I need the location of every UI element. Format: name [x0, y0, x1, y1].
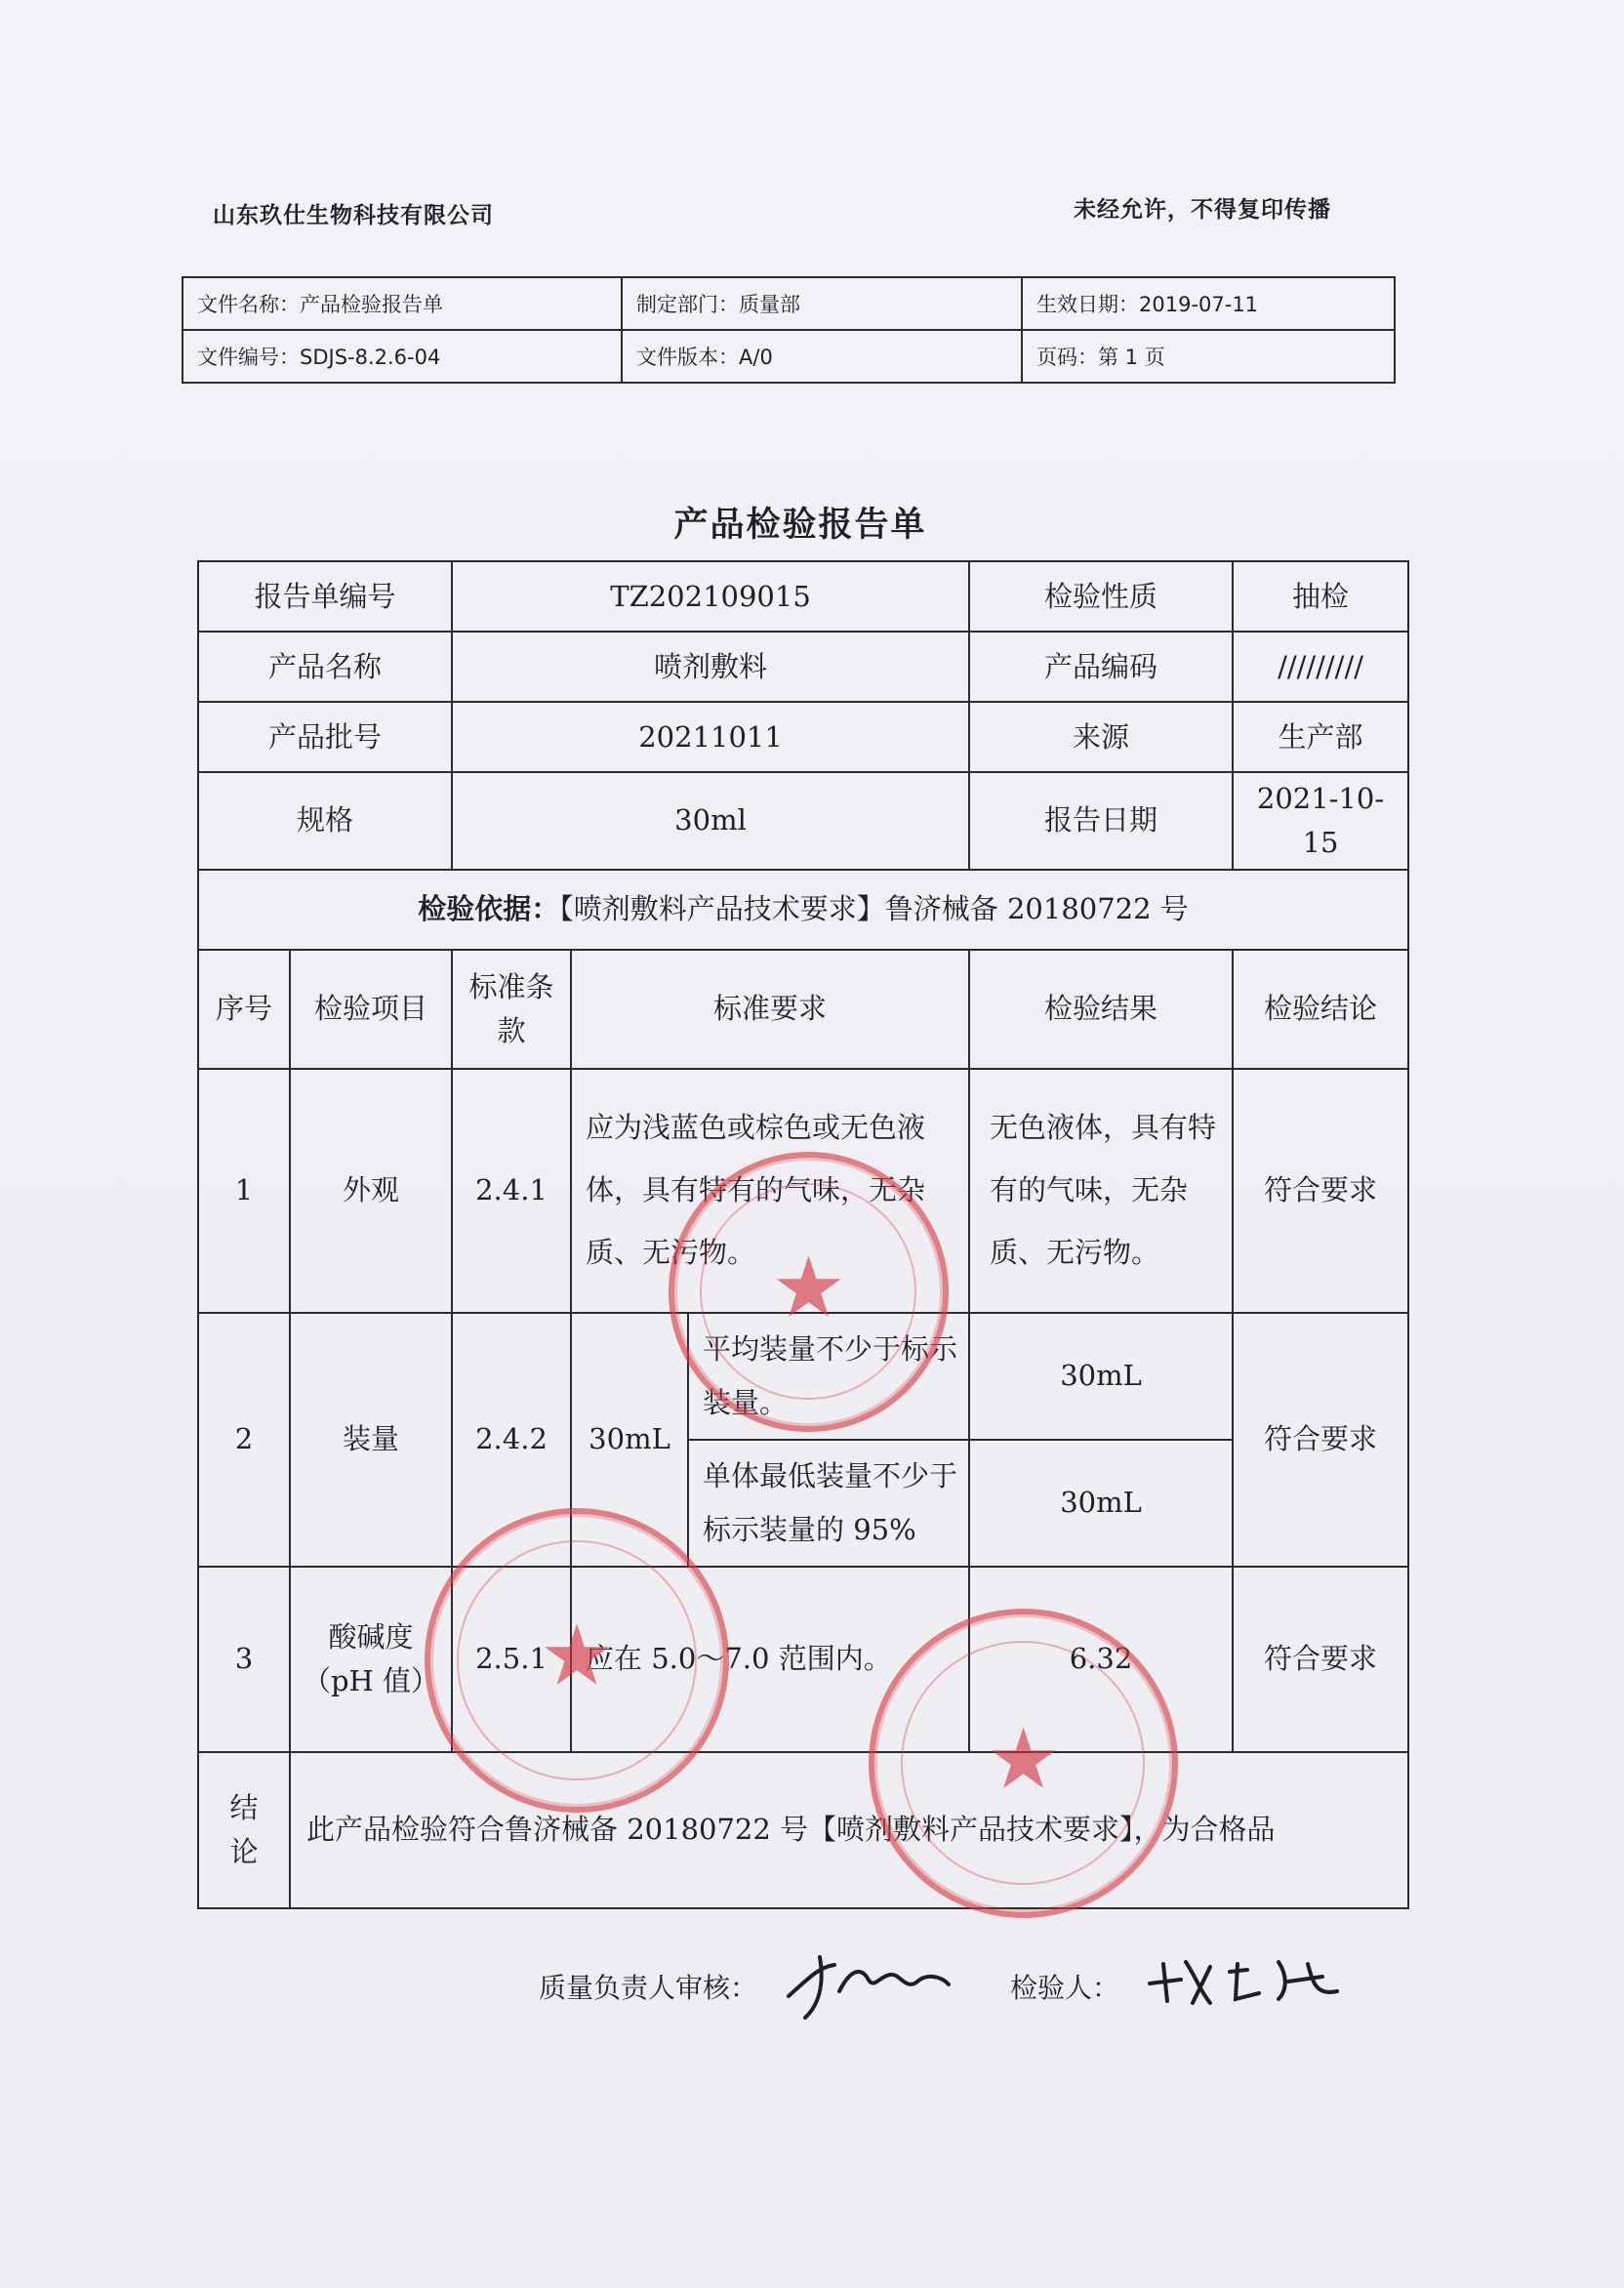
row1-item: 外观 [290, 1069, 452, 1313]
report-title: 产品检验报告单 [673, 506, 927, 545]
col-seq: 序号 [198, 950, 290, 1069]
inspection-basis [198, 870, 1408, 950]
doc-effective-date: 生效日期：2019-07-11 [1022, 277, 1395, 330]
row2-result-a: 30mL [969, 1313, 1233, 1440]
row1-conclusion: 符合要求 [1233, 1069, 1408, 1313]
row2-requirement-a: 平均装量不少于标示装量。 [688, 1313, 969, 1440]
row1-requirement: 应为浅蓝色或棕色或无色液体，具有特有的气味，无杂质、无污物。 [571, 1069, 969, 1313]
conclusion-text: 此产品检验符合鲁济械备 20180722 号【喷剂敷料产品技术要求】，为合格品 [290, 1752, 1408, 1908]
source-value: 生产部 [1233, 702, 1408, 772]
doc-page-number: 页码：第 1 页 [1022, 330, 1395, 383]
nature-value: 抽检 [1233, 561, 1408, 632]
batch-label: 产品批号 [198, 702, 452, 772]
row3-seq: 3 [198, 1567, 290, 1752]
basis-label: 检验依据： [418, 892, 560, 926]
document-control-table [182, 276, 1396, 384]
col-item: 检验项目 [290, 950, 452, 1069]
stamp-right-seal [869, 1609, 1178, 1918]
stamp-top-seal [669, 1152, 949, 1432]
stamp-star-icon: ★ [770, 1239, 847, 1337]
row1-clause: 2.4.1 [452, 1069, 571, 1313]
row2-item: 装量 [290, 1313, 452, 1567]
batch-value: 20211011 [452, 702, 969, 772]
conclusion-label: 结论 [198, 1752, 290, 1908]
inspector-label: 检验人： [1010, 1972, 1120, 2004]
row2-requirement-b: 单体最低装量不少于标示装量的 95% [688, 1440, 969, 1567]
copy-notice: 未经允许，不得复印传播 [1074, 197, 1331, 223]
company-name: 山东玖仕生物科技有限公司 [213, 203, 494, 228]
col-clause: 标准条款 [452, 950, 571, 1069]
product-code-value: ///////// [1233, 632, 1408, 702]
doc-file-number: 文件编号：SDJS-8.2.6-04 [183, 330, 622, 383]
row3-clause: 2.5.1 [452, 1567, 571, 1752]
col-result: 检验结果 [969, 950, 1233, 1069]
row2-spec: 30mL [571, 1313, 688, 1567]
product-name-value: 喷剂敷料 [452, 632, 969, 702]
nature-label: 检验性质 [969, 561, 1233, 632]
row2-conclusion: 符合要求 [1233, 1313, 1408, 1567]
product-code-label: 产品编码 [969, 632, 1233, 702]
table-row [198, 1567, 1408, 1752]
report-no-label: 报告单编号 [198, 561, 452, 632]
row2-result-b: 30mL [969, 1440, 1233, 1567]
row1-seq: 1 [198, 1069, 290, 1313]
reviewer-signature [781, 1938, 961, 2025]
spec-label: 规格 [198, 772, 452, 870]
row2-seq: 2 [198, 1313, 290, 1567]
report-date-value: 2021-10-15 [1233, 772, 1408, 870]
report-no-value: TZ202109015 [452, 561, 969, 632]
row1-result: 无色液体，具有特有的气味，无杂质、无污物。 [969, 1069, 1233, 1313]
col-conclusion: 检验结论 [1233, 950, 1408, 1069]
product-name-label: 产品名称 [198, 632, 452, 702]
doc-version: 文件版本：A/0 [622, 330, 1022, 383]
report-date-label: 报告日期 [969, 772, 1233, 870]
spec-value: 30ml [452, 772, 969, 870]
doc-file-name: 文件名称：产品检验报告单 [183, 277, 622, 330]
reviewer-label: 质量负责人审核： [539, 1972, 758, 2004]
row3-requirement: 应在 5.0～7.0 范围内。 [571, 1567, 969, 1752]
source-label: 来源 [969, 702, 1233, 772]
row3-item: 酸碱度（pH 值） [290, 1567, 452, 1752]
row3-conclusion: 符合要求 [1233, 1567, 1408, 1752]
stamp-star-icon: ★ [539, 1607, 615, 1705]
row3-result: 6.32 [969, 1567, 1233, 1752]
stamp-star-icon: ★ [985, 1710, 1062, 1809]
inspector-signature [1142, 1942, 1352, 2016]
basis-text: 【喷剂敷料产品技术要求】鲁济械备 20180722 号 [559, 892, 1189, 926]
stamp-left-seal [425, 1508, 729, 1813]
doc-department: 制定部门：质量部 [622, 277, 1022, 330]
row2-clause: 2.4.2 [452, 1313, 571, 1567]
col-requirement: 标准要求 [571, 950, 969, 1069]
